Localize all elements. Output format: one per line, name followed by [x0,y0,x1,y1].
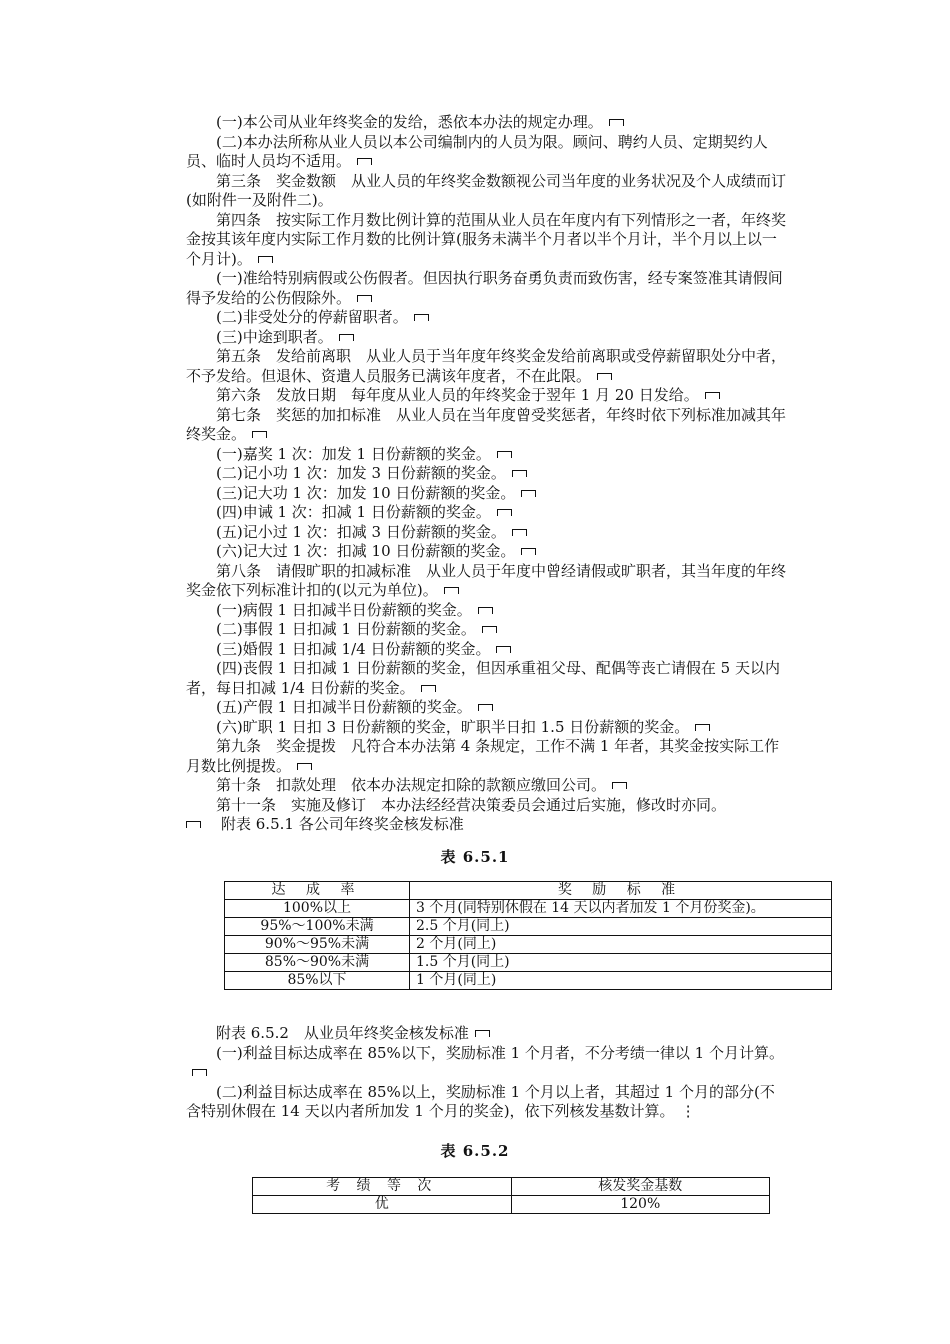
paragraph [186,269,786,308]
paragraph-text: 第十一条 实施及修订 本办法经经营决策委员会通过后实施，修改时亦同。 [216,795,727,814]
paragraph [186,308,786,328]
paragraph [186,503,786,523]
paragraph-text: (三)中途到职者。 [216,327,333,346]
header-reward-standard: 奖 励 标 准 [410,882,832,900]
paragraph-text: (六)旷职 1 日扣 3 日份薪额的奖金，旷职半日扣 1.5 日份薪额的奖金。 [216,717,690,736]
paragraph-text: 第六条 发放日期 每年度从业人员的年终奖金于翌年 1 月 20 日发给。 [216,386,699,404]
table-cell: 1.5 个月(同上) [410,954,832,972]
paragraph-mark-icon [297,763,312,770]
paragraph [186,562,786,601]
paragraph-text: (二)利益目标达成率在 85%以上，奖励标准 1 个月以上者，其超过 1 个月的部分(不含特别休假在 14 天以内者所加发 1 个月的奖金)，依下列核发基数计算。 [186,1082,775,1120]
table-cell: 100%以上 [225,900,410,918]
paragraph [186,386,786,406]
table-6-5-2 [252,1177,770,1214]
paragraph-mark-icon [339,334,354,341]
paragraph-text: 第十条 扣款处理 依本办法规定扣除的款额应缴回公司。 [216,776,607,794]
paragraph-text: (六)记大过 1 次：扣减 10 日份薪额的奖金。 [216,542,516,560]
appendix-reference-text: 附表 6.5.1 各公司年终奖金核发标准 [221,815,464,833]
paragraph-mark-icon [421,685,436,692]
paragraph-mark-icon [444,587,459,594]
paragraph [186,796,786,816]
header-performance-grade: 考 绩 等 次 [253,1178,512,1196]
paragraph-mark-icon [497,509,512,516]
paragraph-mark-icon [597,373,612,380]
paragraph-mark-icon [357,158,372,165]
paragraph-text: (二)记小功 1 次：加发 3 日份薪额的奖金。 [216,464,506,482]
paragraph [186,542,786,562]
paragraph [186,640,786,660]
table-6-5-1 [224,881,832,990]
paragraph [186,1083,786,1122]
paragraph-mark-icon [482,626,497,633]
paragraph-text: (三)记大功 1 次：加发 10 日份薪额的奖金。 [216,483,516,502]
paragraph-text: (四)申诫 1 次：扣减 1 日份薪额的奖金。 [216,503,491,521]
table-6-5-1-caption: 表 6.5.1 [440,848,510,866]
paragraph-text: 第五条 发给前离职 从业人员于当年度年终奖金发给前离职或受停薪留职处分中者，不予发给。但退休、资遣人员服务已满该年度者，不在此限。 [186,347,787,385]
table-cell: 95%～100%未满 [225,918,410,936]
paragraph-mark-icon [192,1069,207,1076]
table-row [225,918,832,936]
paragraph-text: (一)嘉奖 1 次：加发 1 日份薪额的奖金。 [216,444,491,463]
paragraph-mark-icon [497,451,512,458]
appendix-reference [186,815,786,835]
paragraph-mark-icon [258,256,273,263]
paragraph-text: (五)记小过 1 次：扣减 3 日份薪额的奖金。 [216,522,506,541]
paragraph-mark-icon [186,821,201,828]
paragraph [186,133,786,172]
table-row [225,900,832,918]
paragraph-mark-icon [705,392,720,399]
appendix-body [186,1024,786,1122]
paragraph-text: 第八条 请假旷职的扣减标准 从业人员于年度中曾经请假或旷职者，其当年度的年终奖金依下列标准计扣的(以元为单位)。 [186,561,787,599]
paragraph-mark-icon [478,704,493,711]
article-body [186,113,786,835]
paragraph [186,659,786,698]
paragraph-text: (二)事假 1 日扣减 1 日份薪额的奖金。 [216,620,476,638]
paragraph-mark-icon [252,431,267,438]
paragraph [186,328,786,348]
paragraph-text: 第九条 奖金提拨 凡符合本办法第 4 条规定，工作不满 1 年者，其奖金按实际工作月数比例提拨。 [186,737,780,775]
table-row [225,936,832,954]
header-achievement-rate: 达 成 率 [225,882,410,900]
paragraph-text: (二)非受处分的停薪留职者。 [216,308,408,326]
paragraph-mark-icon [496,646,511,653]
paragraph-mark-icon [521,490,536,497]
paragraph [186,406,786,445]
paragraph-text: 第三条 奖金数额 从业人员的年终奖金数额视公司当年度的业务状况及个人成绩而订(如附件一及附件二)。 [186,171,787,209]
table-cell: 120% [511,1196,770,1214]
paragraph [186,1024,786,1044]
paragraph-mark-icon [478,607,493,614]
paragraph-text: (二)本办法所称从业人员以本公司编制内的人员为限。顾问、聘约人员、定期契约人员、临时人员均不适用。 [186,132,768,170]
table-row [253,1196,770,1214]
paragraph [186,620,786,640]
paragraph-text: 附表 6.5.2 从业员年终奖金核发标准 [216,1024,469,1042]
table-cell: 3 个月(同特别休假在 14 天以内者加发 1 个月份奖金)。 [410,900,832,918]
paragraph-text: (四)丧假 1 日扣减 1 日份薪额的奖金，但因承重祖父母、配偶等丧亡请假在 5 天以内者，每日扣减 1/4 日份薪的奖金。 [186,659,780,697]
paragraph [186,113,786,133]
table-header-row [225,882,832,900]
table-cell: 85%以下 [225,972,410,990]
paragraph-mark-icon [521,548,536,555]
table-cell: 85%～90%未满 [225,954,410,972]
paragraph-mark-icon [512,470,527,477]
paragraph [186,601,786,621]
paragraph-text: 第四条 按实际工作月数比例计算的范围从业人员在年度内有下列情形之一者，年终奖金按其该年度内实际工作月数的比例计算(服务未满半个月者以半个月计，半个月以上以一个月计)。 [186,210,787,268]
paragraph-text: (一)利益目标达成率在 85%以下，奖励标准 1 个月者，不分考绩一律以 1 个月计算。 [216,1043,784,1062]
paragraph [186,698,786,718]
paragraph-text: (一)病假 1 日扣减半日份薪额的奖金。 [216,600,472,619]
table-cell: 1 个月(同上) [410,972,832,990]
paragraph [186,347,786,386]
paragraph-text: 第七条 奖惩的加扣标准 从业人员在当年度曾受奖惩者，年终时依下列标准加减其年终奖金。 [186,405,787,443]
paragraph-mark-icon [512,529,527,536]
paragraph-mark-icon [695,724,710,731]
paragraph [186,523,786,543]
paragraph [186,484,786,504]
paragraph-mark-icon [612,782,627,789]
continuation-dots: ⋮ [680,1102,696,1120]
paragraph [186,172,786,211]
paragraph [186,1044,786,1083]
table-row [225,954,832,972]
table-cell: 90%～95%未满 [225,936,410,954]
table-cell: 2 个月(同上) [410,936,832,954]
table-header-row [253,1178,770,1196]
table-6-5-2-caption: 表 6.5.2 [440,1142,510,1160]
paragraph-text: (三)婚假 1 日扣减 1/4 日份薪额的奖金。 [216,639,491,658]
paragraph [186,445,786,465]
paragraph-text: (一)准给特别病假或公伤假者。但因执行职务奋勇负责而致伤害，经专案签准其请假间得予发给的公伤假除外。 [186,269,783,307]
paragraph-mark-icon [475,1030,490,1037]
paragraph [186,464,786,484]
paragraph-mark-icon [357,295,372,302]
paragraph-mark-icon [414,314,429,321]
paragraph [186,211,786,270]
paragraph-text: (五)产假 1 日扣减半日份薪额的奖金。 [216,698,472,716]
table-cell: 优 [253,1196,512,1214]
table-cell: 2.5 个月(同上) [410,918,832,936]
paragraph-text: (一)本公司从业年终奖金的发给，悉依本办法的规定办理。 [216,113,603,131]
paragraph-mark-icon [609,119,624,126]
header-bonus-base: 核发奖金基数 [511,1178,770,1196]
paragraph [186,737,786,776]
table-row [225,972,832,990]
paragraph [186,776,786,796]
paragraph [186,718,786,738]
